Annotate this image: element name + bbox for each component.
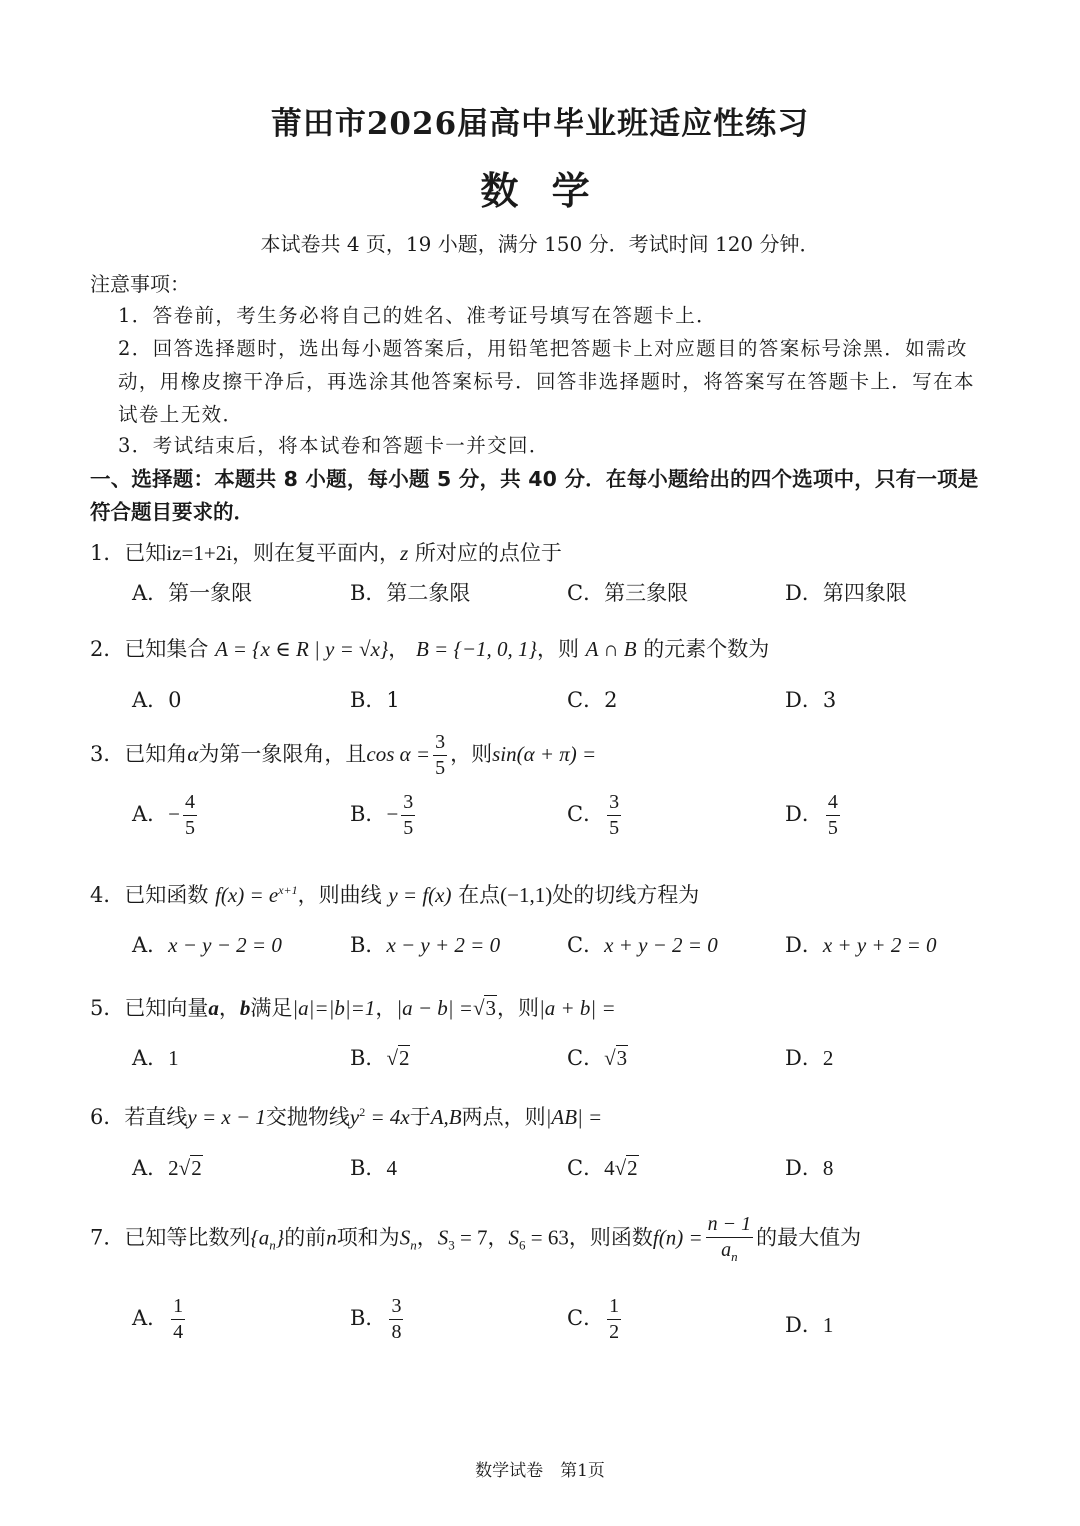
q-math: S	[508, 1225, 520, 1250]
q5-option-c	[567, 1042, 628, 1072]
notice-line-5: 3．考试结束后，将本试卷和答题卡一并交回．	[118, 434, 550, 457]
q-math: |a − b| =	[396, 996, 473, 1020]
numerator: 1	[171, 1296, 185, 1320]
q-text: 两点，则	[461, 1105, 546, 1129]
fraction	[401, 792, 415, 839]
q-math: n	[410, 1237, 417, 1253]
q-text: 处的切线方程为	[552, 883, 700, 907]
question-7: 7．已知等比数列$\{a_n\}$的前n项和为$S_n$，$S_3 = 7$，$S_6 = 63$，则函数f(n) = $\frac{n - 1}{a_n}$ 的最大值为	[90, 1213, 862, 1264]
numerator: 1	[607, 1296, 621, 1320]
q-math: 3	[448, 1237, 455, 1253]
denominator: 5	[435, 757, 446, 779]
q-text: 已知角	[124, 742, 188, 766]
q-text: ，则	[496, 996, 539, 1020]
q2-option-b: B．1	[350, 688, 400, 712]
q3-option-c	[567, 792, 624, 839]
q-math: 1	[168, 1046, 179, 1070]
q-math: 4	[604, 1156, 615, 1180]
option-label: A．	[132, 1046, 169, 1070]
q1-option-d: D．第四象限	[785, 581, 907, 605]
q3-option-d	[785, 792, 843, 839]
q-math: |a + b| =	[538, 996, 616, 1020]
option-label: A．	[132, 1156, 169, 1180]
q3-option-b	[350, 792, 418, 839]
numerator: 3	[389, 1296, 403, 1320]
radicand: 2	[627, 1156, 638, 1180]
q-math: }	[275, 1225, 285, 1250]
q-text: 项和为	[336, 1225, 400, 1250]
denominator: 5	[403, 817, 414, 839]
question-2: 2．已知集合 A = {x ∈ R | y = √x}， B = {−1, 0, 1}，则 A ∩ B 的元素个数为	[90, 637, 770, 661]
notice-line-1: 1．答卷前，考生务必将自己的姓名、准考证号填写在答题卡上．	[118, 304, 718, 327]
notice-heading: 注意事项：	[90, 272, 190, 296]
numerator: 4	[183, 792, 197, 816]
exam-intro: 本试卷共 4 页，19 小题，满分 150 分．考试时间 120 分钟．	[260, 232, 820, 256]
option-label: B．	[350, 1046, 387, 1070]
option-label: C．	[567, 802, 605, 826]
notice-line-3: 动，用橡皮擦干净后，再选涂其他答案标号．回答非选择题时，将答案写在答题卡上．写在本	[118, 370, 975, 393]
radicand: 3	[485, 996, 496, 1020]
numerator: n − 1	[706, 1214, 754, 1238]
q2-option-d: D．3	[785, 688, 837, 712]
question-3	[90, 732, 596, 779]
sqrt: √3	[472, 996, 496, 1020]
q-math: sin(α + π) =	[492, 742, 597, 766]
question-number: 3．	[90, 742, 125, 766]
option-label: D．	[785, 933, 823, 957]
q-text: 在点	[458, 883, 501, 907]
q-text: 已知函数	[124, 883, 209, 907]
q-math: α	[187, 742, 199, 766]
q4-option-d	[785, 929, 937, 959]
q-math: x + y + 2 = 0	[822, 933, 937, 957]
q-text: 已知等比数列	[124, 1225, 251, 1250]
q-math: a	[721, 1239, 732, 1261]
notice-line-2: 2．回答选择题时，选出每小题答案后，用铅笔把答题卡上对应题目的答案标号涂黑．如需改	[118, 337, 968, 360]
q7-option-a	[132, 1296, 188, 1343]
q2-option-c: C．2	[567, 688, 618, 712]
question-6	[90, 1101, 602, 1131]
fraction	[171, 1296, 185, 1343]
q6-option-c	[567, 1152, 639, 1182]
q-math: |a|=|b|=1	[292, 996, 376, 1020]
question-number: 2．	[90, 637, 125, 661]
q-text: 交抛物线	[265, 1105, 350, 1129]
question-5: 5．已知向量a，b满足|a|=|b|=1，|a − b| =√3，则|a + b| =	[90, 996, 616, 1020]
option-label: D．	[785, 1046, 823, 1070]
q-math: S	[399, 1225, 411, 1250]
q-math: B = {−1, 0, 1}	[415, 637, 537, 661]
fraction	[183, 792, 197, 839]
q4-option-a	[132, 929, 282, 959]
q-text: 已知向量	[124, 996, 209, 1020]
denominator: 5	[185, 817, 196, 839]
q-math: A ∩ B	[585, 637, 637, 661]
numerator: 4	[826, 792, 840, 816]
option-label: C．	[567, 1046, 605, 1070]
page-footer: 数学试卷 第1页	[475, 1461, 605, 1481]
q-math: A = {x ∈ R | y = √x}	[215, 637, 389, 661]
subject-title: 数 学	[480, 168, 600, 213]
option-label: D．	[785, 1313, 823, 1337]
q5-option-b	[350, 1042, 410, 1072]
option-label: B．	[350, 802, 387, 826]
numerator: 3	[401, 792, 415, 816]
q-math: cos α =	[366, 742, 431, 766]
q-math: f(x) = e	[215, 883, 279, 907]
denominator: 2	[609, 1321, 620, 1343]
q-text: 已知	[124, 541, 167, 565]
q-math: n	[326, 1225, 337, 1250]
q4-option-c	[567, 929, 718, 959]
q-math: 1	[822, 1313, 834, 1337]
q1-option-a: A．第一象限	[132, 581, 253, 605]
q-math: y = x − 1	[187, 1105, 266, 1129]
denominator	[719, 1238, 740, 1264]
q-text: 满足	[250, 996, 293, 1020]
q-math: (−1,1)	[500, 883, 553, 907]
q-text: 所对应的点位于	[408, 541, 562, 565]
q-text: ，则	[536, 637, 579, 661]
q1-option-c: C．第三象限	[567, 581, 689, 605]
sqrt: √2	[178, 1156, 202, 1180]
q-math: f(n) =	[652, 1225, 703, 1250]
option-label: C．	[567, 1306, 605, 1330]
question-number: 6．	[90, 1105, 125, 1129]
radicand: 2	[191, 1156, 202, 1180]
q-math: z	[400, 541, 409, 565]
fraction	[607, 792, 621, 839]
q-text: ，则曲线	[297, 883, 382, 907]
q6-option-a	[132, 1152, 203, 1182]
q-math: = 63	[525, 1225, 569, 1250]
fraction	[433, 732, 447, 779]
q-text: 于	[409, 1105, 431, 1129]
q-math: S	[437, 1225, 449, 1250]
q4-option-b	[350, 929, 500, 959]
q3-option-a	[132, 792, 200, 839]
q7-option-c	[567, 1296, 624, 1343]
q-math: 8	[822, 1156, 834, 1180]
q6-option-b	[350, 1152, 397, 1182]
denominator: 5	[609, 817, 620, 839]
q-text: 的元素个数为	[643, 637, 770, 661]
sqrt: √2	[614, 1156, 638, 1180]
option-label: D．	[785, 1156, 823, 1180]
q-text: 的前	[284, 1225, 327, 1250]
option-label: A．	[132, 933, 169, 957]
question-4	[90, 879, 699, 909]
fraction	[389, 1296, 403, 1343]
fraction	[607, 1296, 621, 1343]
q-math: b	[239, 996, 251, 1020]
denominator: 8	[391, 1321, 402, 1343]
q-math: 4	[386, 1156, 397, 1180]
q-math: n	[731, 1249, 738, 1264]
question-1	[90, 537, 562, 567]
question-number: 7．	[90, 1225, 125, 1250]
q-math: x − y − 2 = 0	[168, 933, 282, 957]
question-number: 1．	[90, 541, 125, 565]
option-label: B．	[350, 1306, 387, 1330]
q-math: x − y + 2 = 0	[386, 933, 501, 957]
q-math: A,B	[430, 1105, 462, 1129]
q-math: = 7	[454, 1225, 488, 1250]
question-number: 5．	[90, 996, 125, 1020]
q-text: 的最大值为	[756, 1225, 862, 1250]
q-math: |AB| =	[545, 1105, 603, 1129]
q-math: x+1	[278, 883, 298, 897]
q-math: = 4x	[365, 1105, 410, 1129]
q-math: 2	[168, 1156, 179, 1180]
q-text: ，则	[450, 742, 493, 766]
q-text: ，则函数	[568, 1225, 653, 1250]
q5-option-a	[132, 1042, 179, 1072]
radicand: 3	[616, 1046, 628, 1070]
denominator: 4	[173, 1321, 184, 1343]
sqrt: √2	[386, 1046, 410, 1070]
q-math: 2	[359, 1105, 366, 1119]
q-math: 6	[519, 1237, 526, 1253]
numerator: 3	[607, 792, 621, 816]
q-math: a	[208, 996, 219, 1020]
numerator: 3	[433, 732, 447, 756]
exam-title: 莆田市2026届高中毕业班适应性练习	[270, 106, 810, 142]
q-math: iz=1+2i	[166, 541, 233, 565]
q-text: 已知集合	[124, 637, 209, 661]
option-label: D．	[785, 802, 823, 826]
option-label: C．	[567, 1156, 605, 1180]
q-text: ，则在复平面内，	[232, 541, 401, 565]
q7-option-d	[785, 1309, 833, 1339]
q-text: 若直线	[124, 1105, 188, 1129]
radicand: 2	[398, 1046, 410, 1070]
denominator: 5	[827, 817, 838, 839]
q-text: 为第一象限角，且	[198, 742, 367, 766]
q-math: y = f(x)	[388, 883, 452, 907]
q-math: x + y − 2 = 0	[604, 933, 718, 957]
q-math: y	[349, 1105, 360, 1129]
q-math: {a	[250, 1225, 270, 1250]
sqrt: √3	[604, 1046, 628, 1070]
option-label: B．	[350, 933, 387, 957]
fraction	[826, 792, 840, 839]
option-label: A．	[132, 802, 169, 826]
notice-line-4: 试卷上无效．	[118, 403, 244, 426]
q6-option-d	[785, 1152, 833, 1182]
q-math: −	[168, 802, 181, 826]
q-math: n	[269, 1237, 276, 1253]
q5-option-d	[785, 1042, 833, 1072]
section-heading-line-2: 符合题目要求的．	[90, 500, 254, 524]
q-math: −	[386, 802, 399, 826]
q7-option-b	[350, 1296, 406, 1343]
q-math: 2	[822, 1046, 834, 1070]
question-number: 4．	[90, 883, 125, 907]
option-label: C．	[567, 933, 605, 957]
q-text: ，	[218, 996, 240, 1020]
option-label: A．	[132, 1306, 169, 1330]
fraction	[706, 1214, 754, 1264]
section-heading-line-1: 一、选择题：本题共 8 小题，每小题 5 分，共 40 分．在每小题给出的四个选项中，只有一项是	[90, 467, 979, 491]
option-label: B．	[350, 1156, 387, 1180]
q2-option-a: A．0	[132, 688, 182, 712]
q1-option-b: B．第二象限	[350, 581, 471, 605]
